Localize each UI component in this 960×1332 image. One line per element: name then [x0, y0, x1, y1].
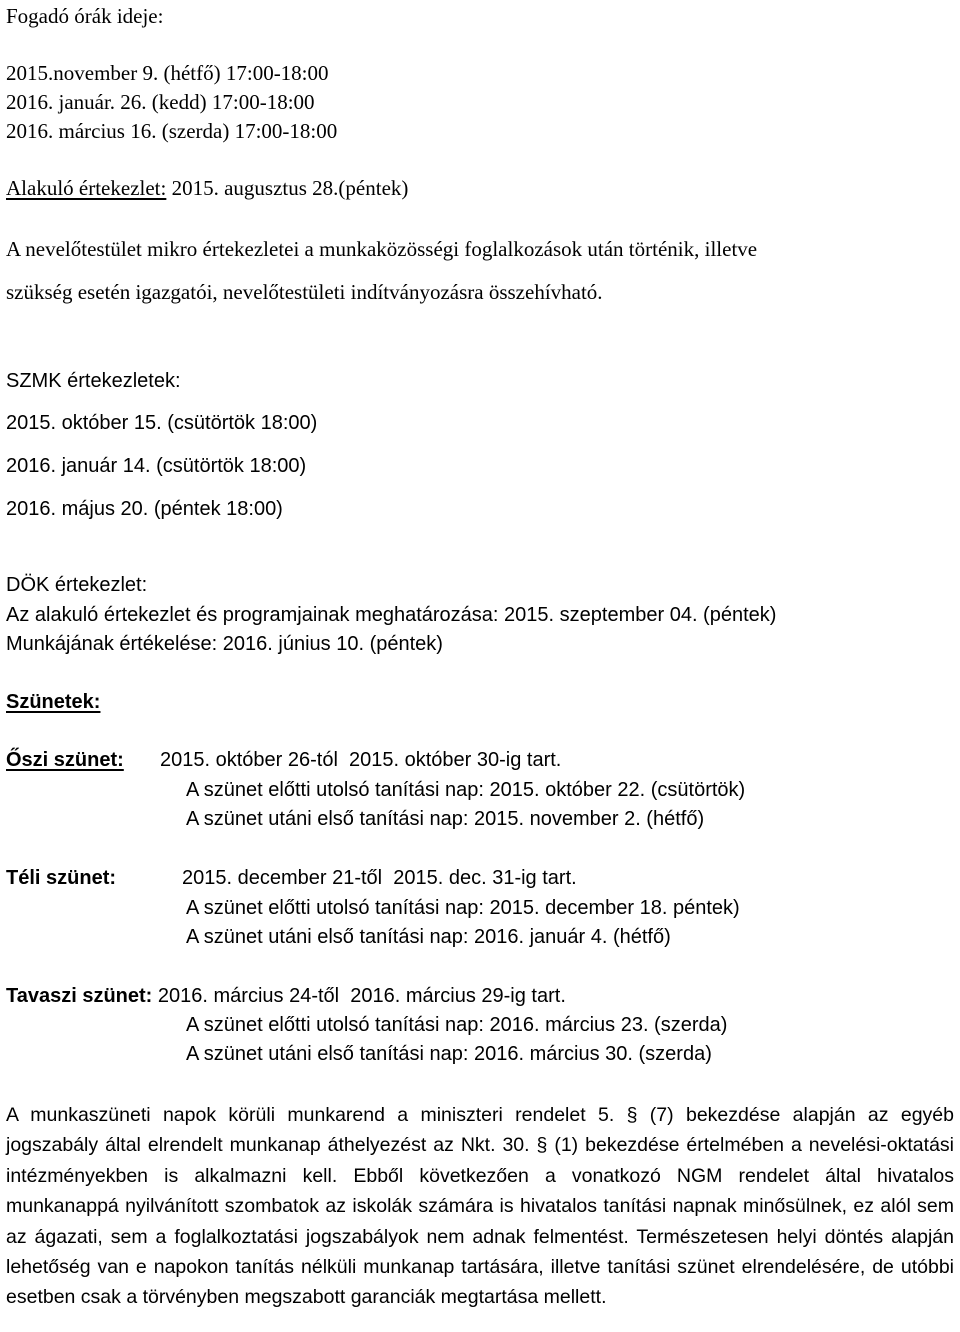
fogado-date-2: 2016. január. 26. (kedd) 17:00-18:00 [6, 90, 315, 114]
dok-line-1: Az alakuló értekezlet és programjainak meghatározása: 2015. szeptember 04. (péntek) [6, 604, 777, 626]
szmk-date-1: 2015. október 15. (csütörtök 18:00) [6, 412, 318, 434]
dok-title: DÖK értekezlet: [6, 574, 148, 596]
mikro-line-2: szükség esetén igazgatói, nevelőtestületi indítványozásra összehívható. [6, 280, 603, 304]
teli-before: A szünet előtti utolsó tanítási nap: 2015. december 18. péntek) [186, 897, 740, 919]
legal-paragraph [6, 1100, 954, 1313]
oszi-after: A szünet utáni első tanítási nap: 2015. november 2. (hétfő) [186, 808, 705, 830]
fogado-title: Fogadó órák ideje: [6, 4, 164, 28]
szmk-title: SZMK értekezletek: [6, 370, 181, 392]
oszi-range: 2015. október 26-tól 2015. október 30-ig tart. [160, 749, 562, 771]
legal-paragraph-text: A munkaszüneti napok körüli munkarend a miniszteri rendelet 5. § (7) bekezdése alapján az egyéb jogszabály által elrendelt munkanap áthelyezést az Nkt. 30. § (1) bekezdése értelmében a nevelési-oktatási intézményekben is alkalmazni kell. Ebből következően a vonatkozó NGM rendelet által hivatalos munkanappá nyilvánított szombatok az iskolák számára is hivatalos tanítási napnak minősülnek, ez alól sem az ágazati, sem a foglalkoztatási jogszabályok nem adnak felmentést. Természetesen helyi döntés alapján lehetőség van e napokon tanítás nélküli munkanap tartására, illetve tanítási szünet elrendelésére, de utóbbi esetben csak a törvényben megszabott garanciák megtartása mellett. [6, 1104, 954, 1309]
dok-line-2: Munkájának értékelése: 2016. június 10. (péntek) [6, 633, 443, 655]
szmk-date-3: 2016. május 20. (péntek 18:00) [6, 498, 283, 520]
alakulo-line [6, 178, 408, 199]
teli-after: A szünet utáni első tanítási nap: 2016. január 4. (hétfő) [186, 926, 671, 948]
fogado-date-1: 2015.november 9. (hétfő) 17:00-18:00 [6, 61, 329, 85]
tavaszi-before: A szünet előtti utolsó tanítási nap: 2016. március 23. (szerda) [186, 1014, 728, 1036]
tavaszi-range: 2016. március 24-től 2016. március 29-ig tart. [152, 985, 566, 1007]
alakulo-value: 2015. augusztus 28.(péntek) [166, 176, 409, 200]
alakulo-label: Alakuló értekezlet: [6, 176, 167, 200]
tavaszi-label: Tavaszi szünet: [6, 985, 153, 1007]
teli-label: Téli szünet: [6, 867, 117, 889]
tavaszi-after: A szünet utáni első tanítási nap: 2016. március 30. (szerda) [186, 1043, 712, 1065]
szunetek-title: Szünetek: [6, 691, 101, 713]
oszi-before: A szünet előtti utolsó tanítási nap: 2015. október 22. (csütörtök) [186, 779, 746, 801]
teli-range: 2015. december 21-től 2015. dec. 31-ig tart. [182, 867, 577, 889]
fogado-date-3: 2016. március 16. (szerda) 17:00-18:00 [6, 119, 338, 143]
tavaszi-line [6, 986, 566, 1006]
szmk-date-2: 2016. január 14. (csütörtök 18:00) [6, 455, 307, 477]
oszi-label: Őszi szünet: [6, 749, 124, 771]
mikro-line-1: A nevelőtestület mikro értekezletei a munkaközösségi foglalkozások után történik, illetve [6, 237, 758, 261]
